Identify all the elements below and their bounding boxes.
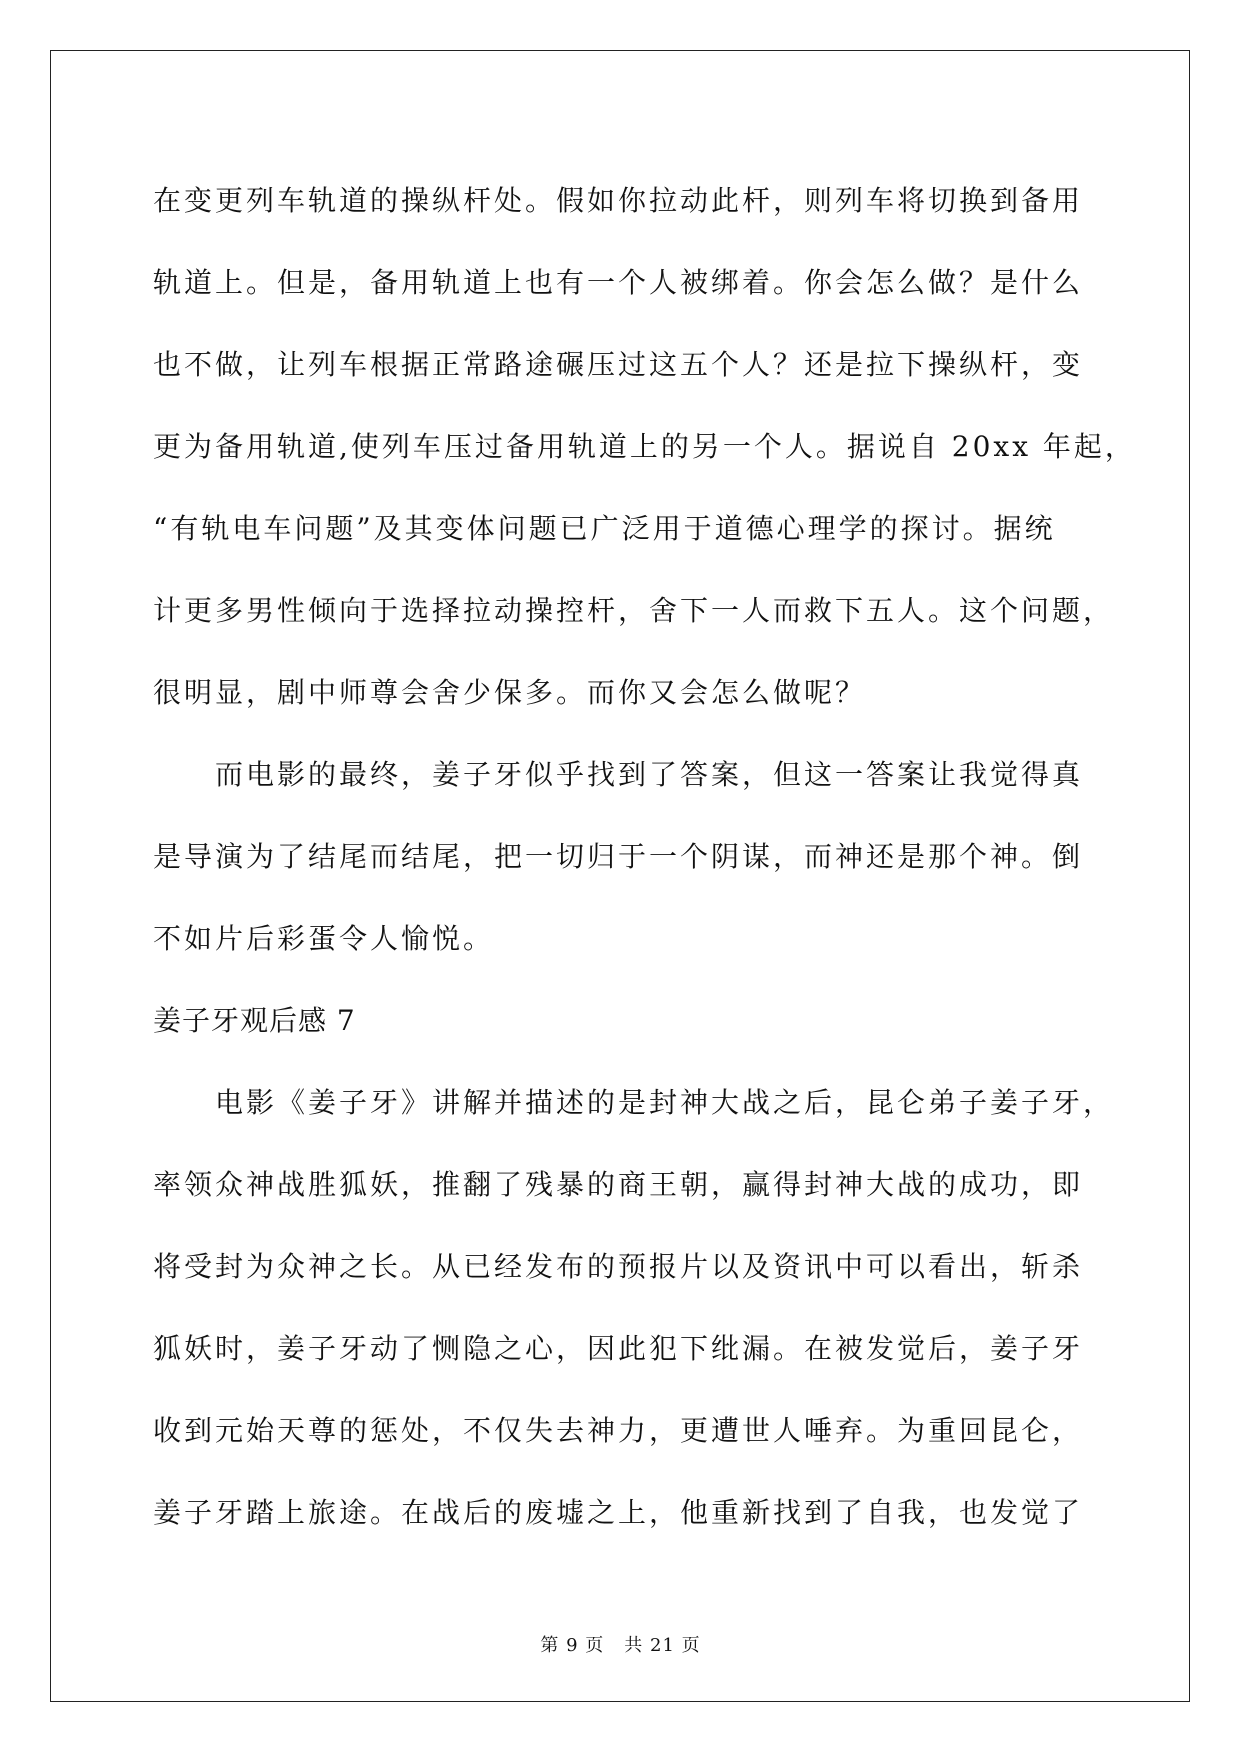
text-line: 计更多男性倾向于选择拉动操控杆，舍下一人而救下五人。这个问题， bbox=[153, 594, 1115, 627]
paragraph-review-7 bbox=[153, 1062, 1115, 1554]
text-line: 在变更列车轨道的操纵杆处。假如你拉动此杆，则列车将切换到备用 bbox=[153, 184, 1084, 217]
text-line: 很明显，剧中师尊会舍少保多。而你又会怎么做呢？ bbox=[153, 676, 867, 709]
text-line: 更为备用轨道,使列车压过备用轨道上的另一个人。据说自 20xx 年起， bbox=[153, 430, 1136, 463]
text-line: “有轨电车问题”及其变体问题已广泛用于道德心理学的探讨。据统 bbox=[153, 512, 1056, 545]
text-line: 率领众神战胜狐妖，推翻了残暴的商王朝，赢得封神大战的成功，即 bbox=[153, 1168, 1084, 1201]
text-line: 电影《姜子牙》讲解并描述的是封神大战之后，昆仑弟子姜子牙， bbox=[215, 1086, 1115, 1119]
document-body bbox=[153, 160, 1136, 1554]
text-line: 姜子牙踏上旅途。在战后的废墟之上，他重新找到了自我，也发觉了 bbox=[153, 1496, 1084, 1529]
text-line: 而电影的最终，姜子牙似乎找到了答案，但这一答案让我觉得真 bbox=[215, 758, 1084, 791]
text-line: 将受封为众神之长。从已经发布的预报片以及资讯中可以看出，斩杀 bbox=[153, 1250, 1084, 1283]
page-number: 第 9 页 bbox=[540, 1635, 605, 1656]
section-title: 姜子牙观后感 7 bbox=[153, 1004, 356, 1037]
text-line: 收到元始天尊的惩处，不仅失去神力，更遭世人唾弃。为重回昆仑， bbox=[153, 1414, 1084, 1447]
text-line: 轨道上。但是，备用轨道上也有一个人被绑着。你会怎么做？是什么 bbox=[153, 266, 1084, 299]
paragraph-ending bbox=[153, 734, 1093, 980]
page-total: 共 21 页 bbox=[624, 1635, 701, 1656]
text-line: 是导演为了结尾而结尾，把一切归于一个阴谋，而神还是那个神。倒 bbox=[153, 840, 1084, 873]
text-line: 狐妖时，姜子牙动了恻隐之心，因此犯下纰漏。在被发觉后，姜子牙 bbox=[153, 1332, 1084, 1365]
text-line: 也不做，让列车根据正常路途碾压过这五个人？还是拉下操纵杆，变 bbox=[153, 348, 1084, 381]
page-footer bbox=[0, 1631, 1241, 1657]
text-line: 不如片后彩蛋令人愉悦。 bbox=[153, 922, 495, 955]
paragraph-trolley-problem bbox=[153, 160, 1136, 734]
